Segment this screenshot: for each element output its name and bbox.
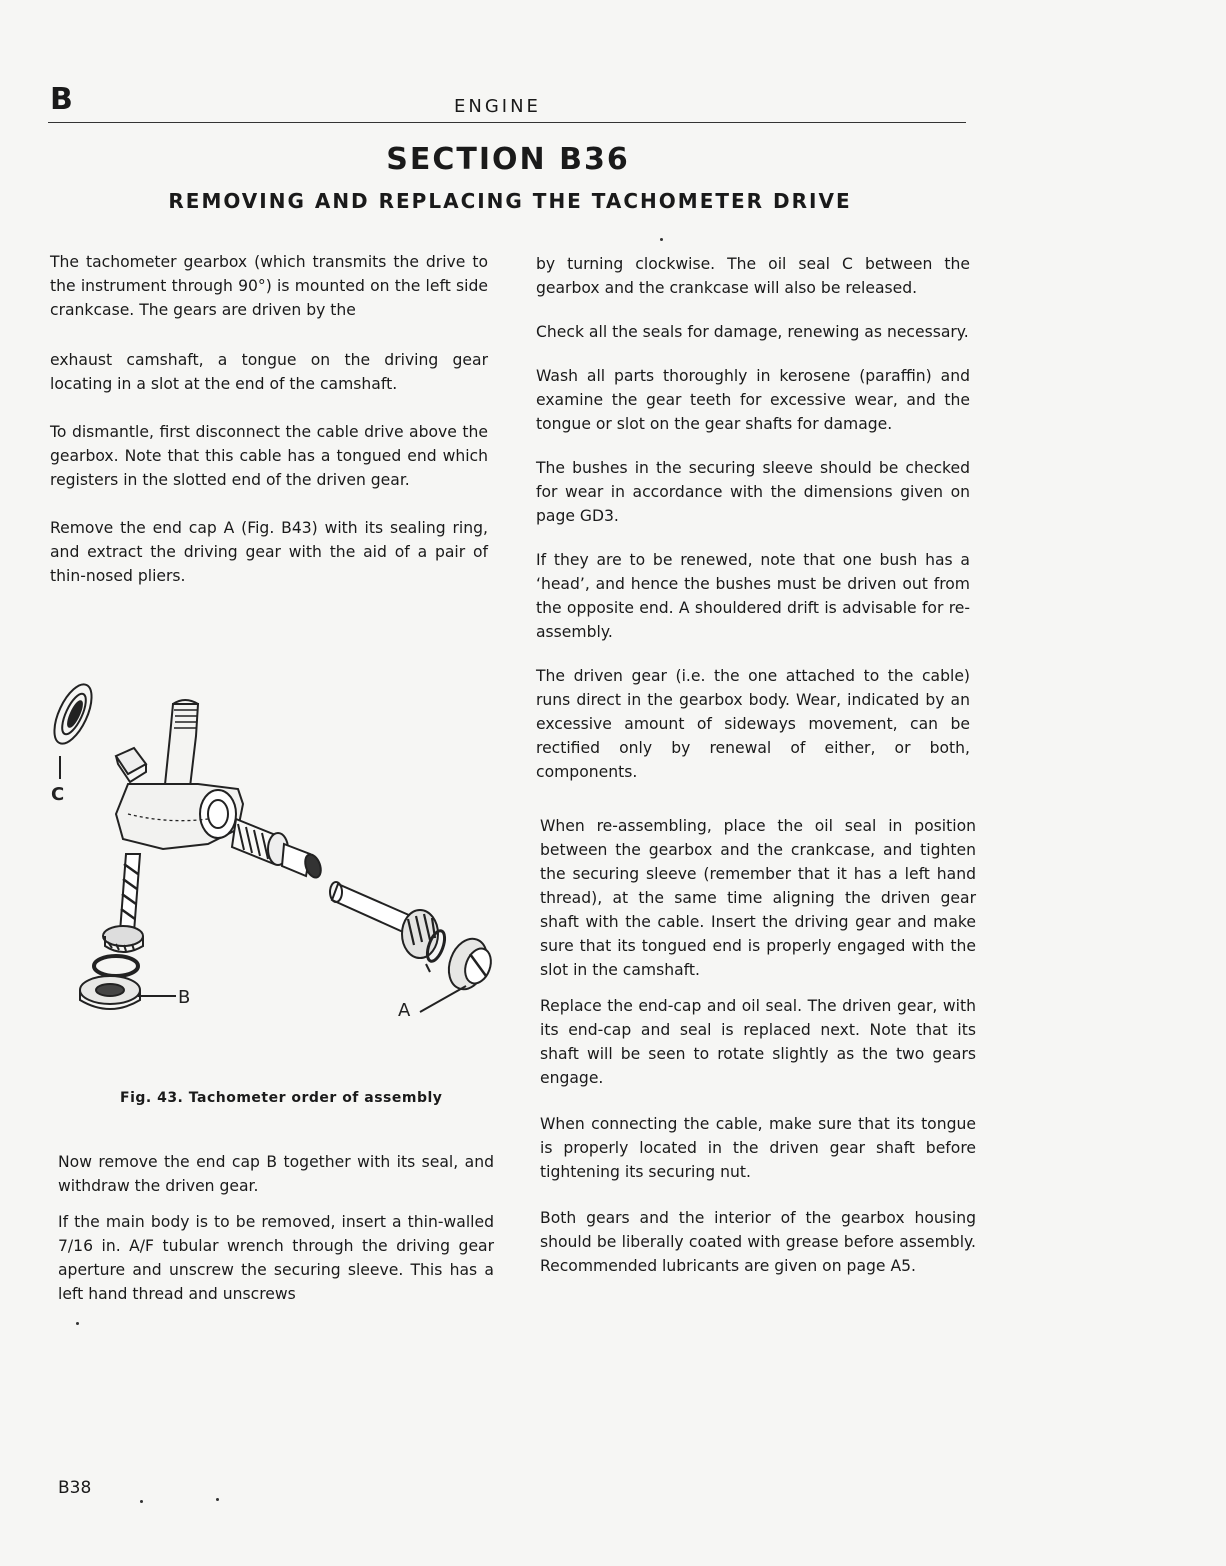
running-title: ENGINE — [454, 96, 541, 117]
right-column-lower — [540, 814, 976, 1278]
paragraph: by turning clockwise. The oil seal C between the gearbox and the crankcase will also be released. — [536, 255, 970, 297]
paragraph: Replace the end-cap and oil seal. The driven gear, with its end-cap and seal is replaced next. Note that its shaft will be seen to rotate slightly as the two gears engage. — [540, 997, 976, 1087]
figure-caption: Fig. 43. Tachometer order of assembly — [120, 1090, 443, 1106]
label-a: A — [398, 1000, 411, 1021]
right-column — [536, 252, 970, 784]
paragraph: If they are to be renewed, note that one bush has a ‘head’, and hence the bushes must be driven out from the opposite end. A shouldered drift is advisable for re-assembly. — [536, 551, 970, 641]
gearbox-body-drawing — [116, 784, 243, 849]
paragraph: When re-assembling, place the oil seal in position between the gearbox and the crankcase, and tighten the securing sleeve (remember that it has a left hand thread), at the same time aligning the driven gear shaft with the cable. Insert the driving gear and make sure that its tongued end is properly engaged with the slot in the camshaft. — [540, 817, 976, 979]
label-c: C — [51, 784, 65, 805]
paragraph: Check all the seals for damage, renewing as necessary. — [536, 323, 969, 341]
scan-speck — [76, 1322, 79, 1325]
exploded-assembly-drawing — [38, 664, 508, 1064]
paragraph: Now remove the end cap B together with its seal, and withdraw the driven gear. — [58, 1153, 494, 1195]
left-column-bottom — [58, 1150, 494, 1306]
page-number: B38 — [58, 1478, 92, 1498]
oil-seal-c-drawing — [47, 679, 99, 779]
figure-tachometer-assembly — [38, 664, 508, 1064]
small-block-drawing — [116, 748, 146, 782]
scan-speck — [140, 1500, 143, 1503]
scan-speck — [216, 1498, 219, 1501]
paragraph: Both gears and the interior of the gearbox housing should be liberally coated with grease before assembly. Recommended lubricants are given on page A5. — [540, 1209, 976, 1275]
driven-gear-shaft-drawing — [103, 854, 143, 952]
header-rule — [48, 122, 966, 123]
seal-ring-b-drawing — [94, 956, 138, 976]
end-cap-b-drawing — [80, 976, 176, 1009]
section-letter: B — [50, 82, 73, 117]
driving-gear-shaft-drawing — [330, 882, 438, 958]
paragraph: The bushes in the securing sleeve should be checked for wear in accordance with the dimensions given on page GD3. — [536, 459, 970, 525]
section-title: SECTION B36 — [386, 142, 630, 177]
securing-sleeve-drawing — [232, 819, 324, 880]
paragraph: The driven gear (i.e. the one attached to the cable) runs direct in the gearbox body. Wear, indicated by an excessive amount of sideways movement, can be rectified only by renewal of either, or both, components. — [536, 667, 970, 781]
paragraph: To dismantle, first disconnect the cable drive above the gearbox. Note that this cable has a tongued end which registers in the slotted end of the driven gear. — [50, 423, 488, 489]
paragraph: Wash all parts thoroughly in kerosene (paraffin) and examine the gear teeth for excessive wear, and the tongue or slot on the gear shafts for damage. — [536, 367, 970, 433]
left-column-top — [50, 250, 488, 588]
paragraph: exhaust camshaft, a tongue on the driving gear locating in a slot at the end of the camshaft. — [50, 351, 488, 393]
paragraph: The tachometer gearbox (which transmits the drive to the instrument through 90°) is mounted on the left side crankcase. The gears are driven by the — [50, 253, 488, 319]
label-b: B — [178, 987, 191, 1008]
section-subtitle: REMOVING AND REPLACING THE TACHOMETER DRIVE — [168, 189, 852, 213]
paragraph: Remove the end cap A (Fig. B43) with its sealing ring, and extract the driving gear with the aid of a pair of thin-nosed pliers. — [50, 519, 488, 585]
paragraph: When connecting the cable, make sure that its tongue is properly located in the driven gear shaft before tightening its securing nut. — [540, 1115, 976, 1181]
scan-speck — [660, 238, 663, 241]
paragraph: If the main body is to be removed, insert a thin-walled 7/16 in. A/F tubular wrench through the driving gear aperture and unscrew the securing sleeve. This has a left hand thread and unscrews — [58, 1213, 494, 1303]
